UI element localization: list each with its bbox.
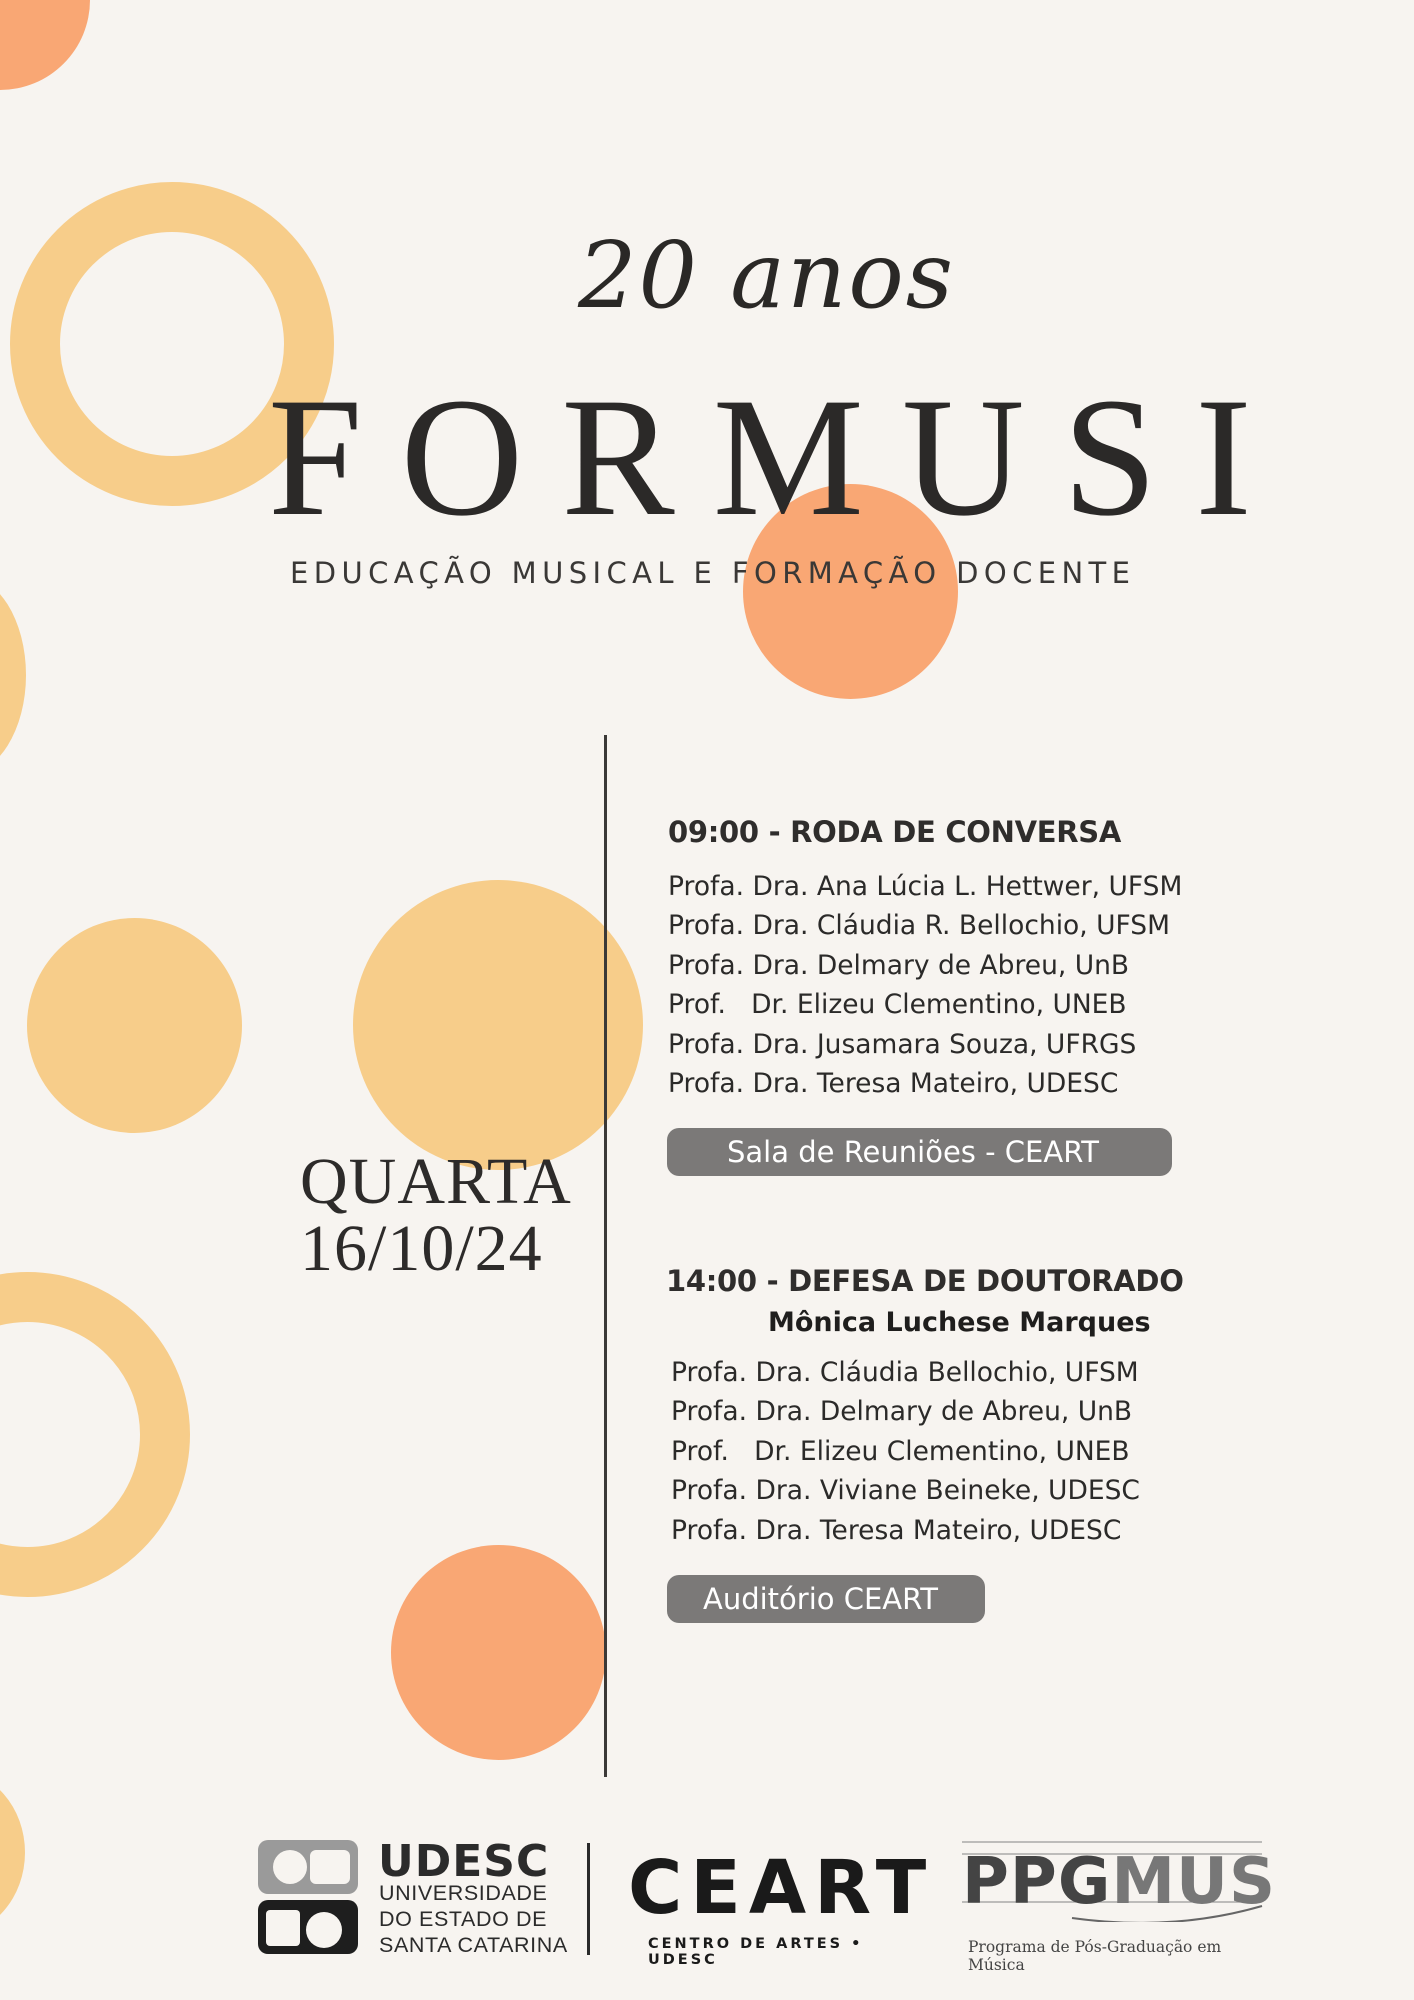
participant: Profa. Dra. Delmary de Abreu, UnB — [668, 949, 1130, 981]
ppgmus-tagline: Programa de Pós-Graduação em Música — [968, 1938, 1222, 1974]
participant: Profa. Dra. Ana Lúcia L. Hettwer, UFSM — [668, 871, 1183, 902]
ppgmus-name-light: MUS — [1111, 1845, 1277, 1919]
date: 16/10/24 — [300, 1212, 543, 1286]
decorative-circle-mid-left — [27, 918, 242, 1133]
udesc-logo — [258, 1838, 578, 1958]
udesc-emblem-icon — [258, 1840, 358, 1956]
event-2-location-badge: Auditório CEART — [667, 1575, 985, 1623]
participant: Profa. Dra. Cláudia Bellochio, UFSM — [671, 1357, 1139, 1388]
decorative-ring-lower-left — [0, 1272, 190, 1597]
participant: Profa. Dra. Teresa Mateiro, UDESC — [671, 1514, 1122, 1546]
event-1-location-badge: Sala de Reuniões - CEART — [667, 1128, 1172, 1176]
event-2-candidate: Mônica Luchese Marques — [768, 1307, 1151, 1338]
subtitle: EDUCAÇÃO MUSICAL E FORMAÇÃO DOCENTE — [290, 556, 1136, 590]
event-1-participants — [668, 867, 1182, 1103]
ppgmus-name — [962, 1845, 1277, 1919]
ceart-logo — [628, 1843, 935, 1968]
decorative-circle-lower-center — [391, 1545, 606, 1760]
participant: Profa. Dra. Teresa Mateiro, UDESC — [668, 1067, 1119, 1099]
participant: Profa. Dra. Delmary de Abreu, UnB — [671, 1396, 1133, 1428]
logo-divider — [587, 1843, 590, 1955]
main-title: FORMUSI — [268, 363, 1290, 551]
udesc-line-3: SANTA CATARINA — [379, 1933, 568, 1957]
udesc-line-2: DO ESTADO DE — [379, 1907, 548, 1931]
udesc-name: UDESC — [378, 1836, 550, 1887]
participant: Prof. Dr. Elizeu Clementino, UNEB — [671, 1435, 1130, 1467]
event-2-heading: 14:00 - DEFESA DE DOUTORADO — [666, 1264, 1184, 1298]
participant: Profa. Dra. Jusamara Souza, UFRGS — [668, 1028, 1137, 1060]
script-title: 20 anos — [578, 222, 956, 329]
participant: Profa. Dra. Cláudia R. Bellochio, UFSM — [668, 910, 1170, 942]
decorative-circle-mid-center — [353, 880, 643, 1170]
participant: Prof. Dr. Elizeu Clementino, UNEB — [668, 989, 1127, 1021]
vertical-divider — [604, 735, 607, 1777]
ceart-name: CEART — [628, 1845, 935, 1931]
event-1-heading: 09:00 - RODA DE CONVERSA — [668, 815, 1122, 849]
date-block — [300, 1145, 572, 1286]
decorative-circle-left-edge — [0, 575, 26, 775]
ppgmus-name-dark: PPG — [962, 1845, 1112, 1919]
decorative-circle-bottom-left — [0, 1770, 25, 1935]
ceart-tagline: CENTRO DE ARTES • UDESC — [648, 1936, 864, 1968]
ppgmus-logo — [962, 1832, 1282, 1974]
udesc-line-1: UNIVERSIDADE — [379, 1881, 548, 1905]
decorative-circle-top-left — [0, 0, 90, 90]
participant: Profa. Dra. Viviane Beineke, UDESC — [671, 1475, 1140, 1507]
event-2-participants — [671, 1353, 1140, 1550]
weekday: QUARTA — [300, 1145, 572, 1218]
